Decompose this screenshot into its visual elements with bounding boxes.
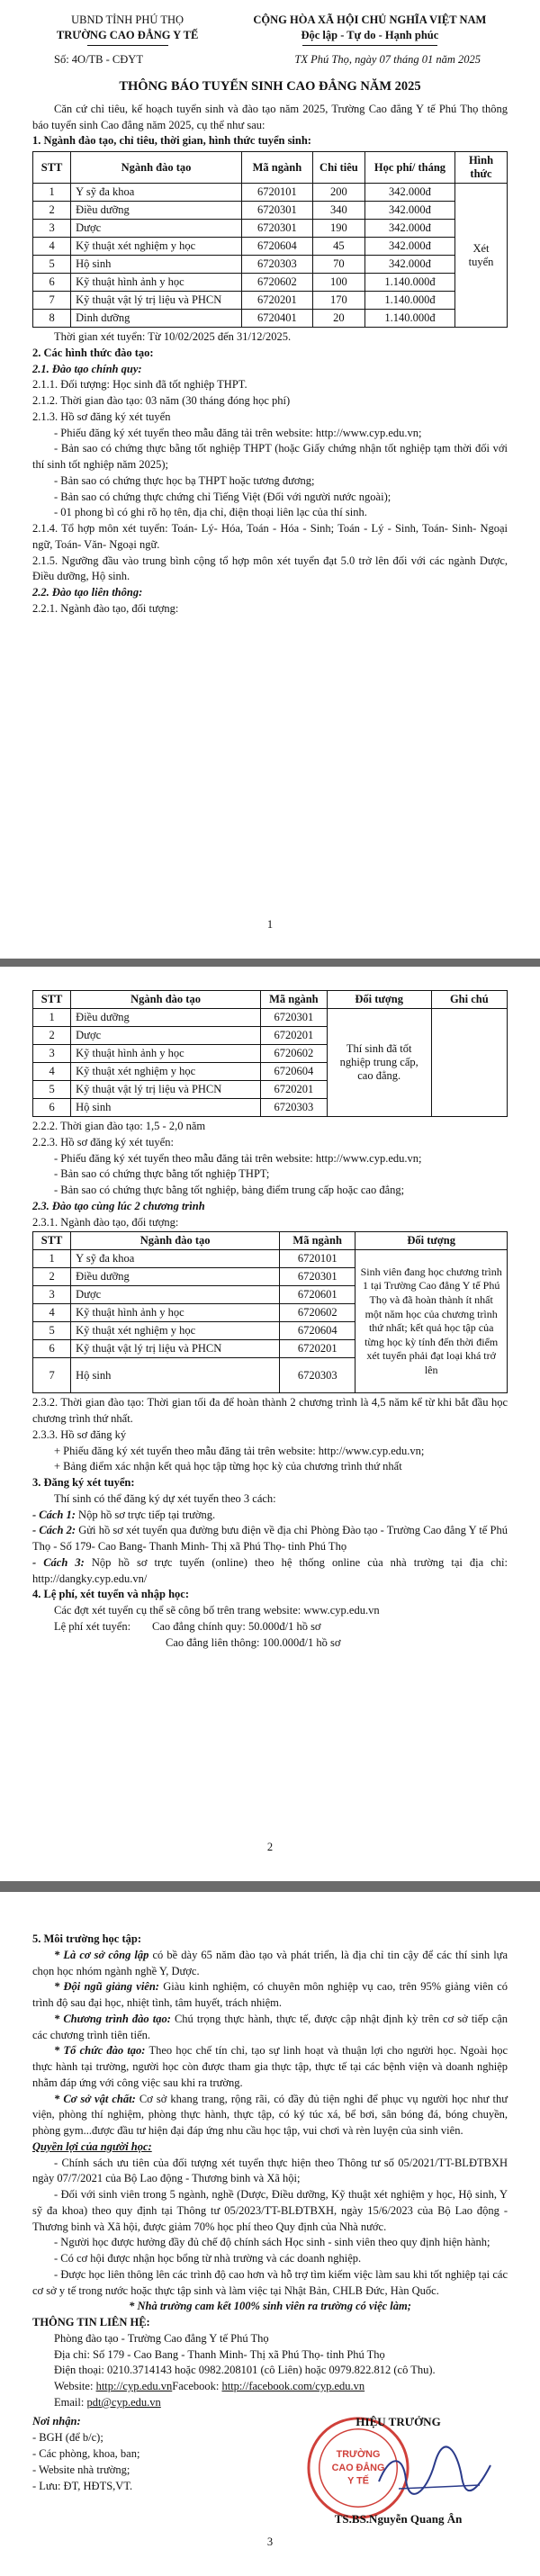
row-stt: 6: [33, 1099, 71, 1117]
method-1-label: - Cách 1:: [32, 1508, 76, 1521]
facebook-label: Facebook:: [172, 2380, 222, 2392]
section-2-2-2: 2.2.2. Thời gian đào tạo: 1,5 - 2,0 năm: [32, 1120, 206, 1132]
seal-text: TRƯỜNG: [336, 2448, 381, 2460]
row-program: Kỹ thuật vật lý trị liệu và PHCN: [71, 292, 242, 310]
row-program: Hộ sinh: [71, 1358, 280, 1393]
contact-web: [32, 2379, 508, 2395]
row-quota: 45: [312, 238, 364, 256]
env-item-text: Giàu kinh nghiệm, có chuyên môn nghiệp vụ cao, trên 95% giảng viên có trình độ sau đại học, nhiệt tình, tâm huyết, trách nhiệm.: [32, 1980, 508, 2009]
row-code: 6720301: [241, 220, 312, 238]
table-row: [33, 292, 508, 310]
row-code: 6720602: [260, 1045, 327, 1063]
env-item-text: Theo học chế tín chỉ, tạo sự linh hoạt và thuận lợi cho người học. Ngoài học thực hành tại trường, người học còn được tham gia thực tập, thực tế tại các bệnh viện và doanh nghiệp nhằm đáp ứng với công việc sau khi ra trường.: [32, 2044, 508, 2089]
row-stt: 2: [33, 1027, 71, 1045]
programs-table: [32, 151, 508, 328]
table-row: [33, 238, 508, 256]
intro-paragraph: Căn cứ chỉ tiêu, kế hoạch tuyển sinh và đào tạo năm 2025, Trường Cao đẳng Y tế Phú Thọ thông báo tuyển sinh Cao đẳng năm 2025, cụ thể như sau:: [32, 102, 508, 131]
row-stt: 2: [33, 202, 71, 220]
row-stt: 4: [33, 238, 71, 256]
row-program: Kỹ thuật hình ảnh y học: [71, 1304, 280, 1322]
method-1-text: Nộp hồ sơ trực tiếp tại trường.: [75, 1508, 216, 1521]
issuer-authority: UBND TỈNH PHÚ THỌ: [71, 14, 184, 26]
employment-commitment: * Nhà trường cam kết 100% sinh viên ra trường có việc làm;: [129, 2300, 411, 2313]
rights-item: - Chính sách ưu tiên của đối tượng xét tuyển thực hiện theo Thông tư số 05/2021/TT-BLĐTBXH ngày 07/7/2021 của Bộ Lao động - Thương binh và Xã hội;: [32, 2156, 508, 2185]
row-code: 6720201: [260, 1027, 327, 1045]
row-code: 6720101: [241, 184, 312, 202]
row-program: Kỹ thuật vật lý trị liệu và PHCN: [71, 1340, 280, 1358]
dossier-item: - Bản sao có chứng thực bằng tốt nghiệp THPT (hoặc Giấy chứng nhận tốt nghiệp tạm thời đối với thí sinh tốt nghiệp năm 2025);: [32, 442, 508, 471]
admission-period: Thời gian xét tuyển: Từ 10/02/2025 đến 31/12/2025.: [54, 330, 292, 343]
row-code: 6720303: [241, 256, 312, 274]
row-quota: 340: [312, 202, 364, 220]
env-item-text: Cơ sở khang trang, rộng rãi, có đầy đủ tiện nghi để phục vụ người học như thư viện, phòng thí nghiệm, phòng thực hành, thực tập, có ký túc xá, bể bơi, sân bóng đá, bóng chuyền, phòng gym...được đầu tư hiện đại đáp ứng nhu cầu học tập, vui chơi và rèn luyện của sinh viên.: [32, 2092, 508, 2137]
row-stt: 7: [33, 1358, 71, 1393]
contact-heading: THÔNG TIN LIÊN HỆ:: [32, 2316, 150, 2328]
email-link[interactable]: pdt@cyp.edu.vn: [86, 2395, 161, 2409]
issuer-school: TRƯỜNG CAO ĐẲNG Y TẾ: [56, 28, 199, 41]
row-stt: 5: [33, 1322, 71, 1340]
col-stt: STT: [33, 152, 71, 184]
method-3-text: Nộp hồ sơ trực tuyến (online) theo hệ thống online của nhà trường tại địa chỉ: http://dangky.cyp.edu.vn/: [32, 1555, 508, 1585]
row-program: Dược: [71, 220, 242, 238]
handwritten-signature-icon: [372, 2445, 498, 2499]
row-stt: 7: [33, 292, 71, 310]
national-motto-block: [232, 13, 508, 46]
col-code: Mã ngành: [241, 152, 312, 184]
row-quota: 100: [312, 274, 364, 292]
row-stt: 4: [33, 1063, 71, 1081]
row-code: 6720602: [241, 274, 312, 292]
row-code: 6720201: [280, 1340, 356, 1358]
table-row: [33, 184, 508, 202]
env-item-label: * Đội ngũ giảng viên:: [54, 1980, 159, 1994]
document-title: THÔNG BÁO TUYỂN SINH CAO ĐẲNG NĂM 2025: [119, 78, 421, 94]
contact-office: Phòng đào tạo - Trường Cao đẳng Y tế Phú Thọ: [54, 2331, 269, 2345]
fee-line-1: [32, 1619, 508, 1635]
row-fee: 1.140.000đ: [364, 274, 454, 292]
row-stt: 2: [33, 1268, 71, 1286]
env-item-label: * Là cơ sở công lập: [54, 1948, 149, 1961]
row-program: Kỹ thuật vật lý trị liệu và PHCN: [71, 1081, 261, 1099]
row-stt: 3: [33, 220, 71, 238]
recipients-heading: Nơi nhận:: [32, 2414, 81, 2427]
recipient-item: - Website nhà trường;: [32, 2463, 130, 2476]
recipient-item: - Lưu: ĐT, HĐTS,VT.: [32, 2480, 133, 2492]
row-code: 6720601: [280, 1286, 356, 1304]
fee-label: Lệ phí xét tuyển:: [54, 1619, 131, 1633]
section-2-heading: 2. Các hình thức đào tạo:: [32, 346, 154, 359]
rights-item: - Người học được hưởng đầy đủ chế độ chính sách Học sinh - sinh viên theo quy định hiện hành;: [54, 2236, 490, 2249]
signatory-title: HIỆU TRƯỞNG: [356, 2414, 441, 2428]
row-program: Hộ sinh: [71, 256, 242, 274]
recipient-item: - BGH (để b/c);: [32, 2430, 104, 2444]
row-program: Điều dưỡng: [71, 1268, 280, 1286]
section-2-3-1: 2.3.1. Ngành đào tạo, đối tượng:: [32, 1215, 179, 1229]
row-program: Kỹ thuật xét nghiệm y học: [71, 1322, 280, 1340]
dossier-item: - Bản sao có chứng thực bằng tốt nghiệp THPT;: [54, 1167, 270, 1181]
place-date: TX Phú Thọ, ngày 07 tháng 01 năm 2025: [294, 52, 481, 66]
row-code: 6720301: [260, 1009, 327, 1027]
page-2: [0, 967, 540, 1881]
row-code: 6720301: [241, 202, 312, 220]
rights-item: - Đối với sinh viên trong 5 ngành, nghề (Dược, Điều dưỡng, Kỹ thuật xét nghiệm y học, Hộ sinh, Y sỹ đa khoa) theo quy định tại Thông tư 05/2023/TT-BLĐTBXH, ngày 15/6/2023 của Bộ Lao động - Thương binh và Xã hội, được giảm 70% học phí theo Quy định của Nhà nước.: [32, 2188, 508, 2233]
row-code: 6720101: [280, 1250, 356, 1268]
signatory-name: TS.BS.Nguyễn Quang Ân: [334, 2511, 463, 2526]
env-item-text: Chú trọng thực hành, thực tế, được cập nhật định kỳ trên cơ sở tiếp cận các chương trình tiên tiến.: [32, 2012, 508, 2041]
dossier-item: - Bản sao có chứng thực bằng tốt nghiệp, bảng điểm trung cấp hoặc cao đẳng;: [54, 1184, 405, 1196]
table-row: [33, 256, 508, 274]
dossier-item: - Phiếu đăng ký xét tuyển theo mẫu đăng tải trên website: http://www.cyp.edu.vn;: [54, 426, 422, 439]
method-3: [32, 1555, 508, 1588]
signature-block: [32, 2413, 508, 2526]
section-2-2-3: 2.2.3. Hồ sơ đăng ký xét tuyển:: [32, 1135, 174, 1148]
col-stt: STT: [33, 991, 71, 1009]
section-2-1-5: 2.1.5. Ngưỡng đầu vào trung bình cộng tổ hợp môn xét tuyển đạt 5.0 trở lên đối với các ngành Dược, Điều dưỡng, Hộ sinh.: [32, 554, 508, 583]
section-2-2-1: 2.2.1. Ngành đào tạo, đối tượng:: [32, 601, 179, 615]
document-header: [32, 13, 508, 46]
section-2-3-3: 2.3.3. Hồ sơ đăng ký: [32, 1428, 127, 1441]
section-2-2-heading: 2.2. Đào tạo liên thông:: [32, 586, 143, 599]
env-item-label: * Chương trình đào tạo:: [54, 2012, 171, 2025]
section-1-heading: 1. Ngành đào tạo, chỉ tiêu, thời gian, hình thức tuyển sinh:: [32, 134, 311, 148]
motto-underline: [302, 45, 437, 46]
col-form: Hình thức: [455, 152, 508, 184]
row-program: Điều dưỡng: [71, 202, 242, 220]
col-note: Ghi chú: [431, 991, 507, 1009]
section-3-intro: Thí sinh có thể đăng ký dự xét tuyển theo 3 cách:: [54, 1491, 276, 1505]
contact-address: Địa chỉ: Số 179 - Cao Bang - Thanh Minh- Thị xã Phú Thọ- tỉnh Phú Thọ: [54, 2347, 385, 2361]
facebook-link[interactable]: http://facebook.com/cyp.edu.vn: [221, 2380, 365, 2392]
table-row: [33, 220, 508, 238]
section-3-heading: 3. Đăng ký xét tuyển:: [32, 1476, 135, 1489]
row-code: 6720401: [241, 310, 312, 328]
section-2-1-heading: 2.1. Đào tạo chính quy:: [32, 362, 142, 375]
row-quota: 200: [312, 184, 364, 202]
section-2-1-3: 2.1.3. Hồ sơ đăng ký xét tuyển: [32, 410, 171, 423]
row-code: 6720303: [280, 1358, 356, 1393]
row-program: Kỹ thuật xét nghiệm y học: [71, 238, 242, 256]
env-item-organization: [32, 2043, 508, 2091]
env-item-public: [32, 1948, 508, 1980]
row-code: 6720201: [241, 292, 312, 310]
col-code: Mã ngành: [280, 1232, 356, 1250]
row-fee: 342.000đ: [364, 202, 454, 220]
method-2-text: Gửi hồ sơ xét tuyển qua đường bưu điện về địa chỉ Phòng Đào tạo - Trường Cao đẳng Y tế Phú Thọ - Số 179- Cao Bang- Thanh Minh- Thị xã Phú Thọ- tỉnh Phú Thọ: [32, 1524, 508, 1553]
table-row: [33, 274, 508, 292]
col-stt: STT: [33, 1232, 71, 1250]
env-item-text: có bề dày 65 năm đào tạo và phát triển, là địa chỉ tin cậy để các thí sinh lựa chọn học nhóm ngành nghề Y, Dược.: [32, 1948, 508, 1977]
issuer-underline: [87, 45, 168, 46]
target-cell: Thí sinh đã tốt nghiệp trung cấp, cao đẳng.: [327, 1009, 431, 1117]
fee-regular: Cao đẳng chính quy: 50.000đ/1 hồ sơ: [152, 1619, 321, 1633]
dossier-item: + Phiếu đăng ký xét tuyển theo mẫu đăng tải trên website: http://www.cyp.edu.vn;: [54, 1444, 425, 1457]
rights-item: - Có cơ hội được nhận học bổng từ nhà trường và các doanh nghiệp.: [54, 2252, 362, 2265]
note-cell: [431, 1009, 507, 1117]
row-program: Hộ sinh: [71, 1099, 261, 1117]
table-header-row: [33, 152, 508, 184]
row-quota: 170: [312, 292, 364, 310]
row-fee: 342.000đ: [364, 238, 454, 256]
row-code: 6720604: [280, 1322, 356, 1340]
row-code: 6720604: [241, 238, 312, 256]
email-label: Email:: [54, 2395, 87, 2409]
row-fee: 342.000đ: [364, 220, 454, 238]
env-item-faculty: [32, 1979, 508, 2012]
section-2-3-heading: 2.3. Đào tạo cùng lúc 2 chương trình: [32, 1199, 205, 1212]
env-item-label: * Cơ sở vật chất:: [54, 2092, 136, 2105]
col-target: Đối tượng: [356, 1232, 508, 1250]
fee-bridging: Cao đẳng liên thông: 100.000đ/1 hồ sơ: [166, 1635, 341, 1649]
dossier-item: - Phiếu đăng ký xét tuyển theo mẫu đăng tải trên website: http://www.cyp.edu.vn;: [54, 1151, 422, 1165]
row-stt: 3: [33, 1286, 71, 1304]
document-number: Số: 4O/TB - CĐYT: [54, 52, 143, 66]
page-number: 2: [266, 1841, 274, 1853]
row-program: Kỹ thuật xét nghiệm y học: [71, 1063, 261, 1081]
col-target: Đối tượng: [327, 991, 431, 1009]
page-1: [0, 0, 540, 959]
col-quota: Chỉ tiêu: [312, 152, 364, 184]
section-2-1-2: 2.1.2. Thời gian đào tạo: 03 năm (30 tháng đóng học phí): [32, 394, 291, 407]
row-program: Kỹ thuật hình ảnh y học: [71, 1045, 261, 1063]
row-code: 6720201: [260, 1081, 327, 1099]
row-stt: 6: [33, 274, 71, 292]
table-header-row: [33, 991, 508, 1009]
table-row: [33, 202, 508, 220]
row-code: 6720301: [280, 1268, 356, 1286]
row-stt: 1: [33, 1250, 71, 1268]
col-code: Mã ngành: [260, 991, 327, 1009]
row-stt: 5: [33, 1081, 71, 1099]
table-row: [33, 1009, 508, 1027]
dual-program-table: [32, 1231, 508, 1393]
row-code: 6720602: [280, 1304, 356, 1322]
recipient-item: - Các phòng, khoa, ban;: [32, 2446, 140, 2460]
target-cell: Sinh viên đang học chương trình 1 tại Trường Cao đẳng Y tế Phú Thọ và đã hoàn thành ít nhất một năm học của chương trình thứ nhất; kết quả học tập của từng học kỳ tính đến thời điểm xét tuyển phải đạt loại khá trở lên: [356, 1250, 508, 1393]
table-row: [33, 1250, 508, 1268]
section-2-1-1: 2.1.1. Đối tượng: Học sinh đã tốt nghiệp THPT.: [32, 378, 248, 392]
seal-text: Y TẾ: [347, 2475, 370, 2487]
country-name: CỘNG HÒA XÃ HỘI CHỦ NGHĨA VIỆT NAM: [253, 14, 487, 26]
row-program: Điều dưỡng: [71, 1009, 261, 1027]
col-fee: Học phí/ tháng: [364, 152, 454, 184]
env-item-facilities: [32, 2092, 508, 2139]
col-program: Ngành đào tạo: [71, 152, 242, 184]
row-fee: 342.000đ: [364, 256, 454, 274]
row-fee: 1.140.000đ: [364, 310, 454, 328]
row-quota: 70: [312, 256, 364, 274]
dossier-item: - Bản sao có chứng thực học bạ THPT hoặc tương đương;: [54, 473, 315, 487]
col-program: Ngành đào tạo: [71, 991, 261, 1009]
row-fee: 1.140.000đ: [364, 292, 454, 310]
row-program: Dinh dưỡng: [71, 310, 242, 328]
row-stt: 6: [33, 1340, 71, 1358]
row-program: Dược: [71, 1027, 261, 1045]
table-row: [33, 310, 508, 328]
dossier-item: - 01 phong bì có ghi rõ họ tên, địa chỉ, điện thoại liên lạc của thí sinh.: [54, 506, 367, 519]
row-stt: 4: [33, 1304, 71, 1322]
row-quota: 190: [312, 220, 364, 238]
page-number: 1: [266, 918, 274, 931]
dossier-item: + Bảng điểm xác nhận kết quả học tập từng học kỳ của chương trình thứ nhất: [54, 1460, 402, 1473]
website-label: Website:: [54, 2380, 96, 2392]
signatory: [289, 2413, 508, 2526]
method-2-label: - Cách 2:: [32, 1524, 76, 1537]
section-2-1-4: 2.1.4. Tổ hợp môn xét tuyển: Toán- Lý- Hóa, Toán - Hóa - Sinh; Toán - Lý - Sinh, Toán- Sinh- Ngoại ngữ, Toán- Văn- Ngoại ngữ.: [32, 522, 508, 551]
method-3-label: - Cách 3:: [32, 1555, 85, 1569]
method-2: [32, 1523, 508, 1555]
website-link[interactable]: http://cyp.edu.vn: [95, 2380, 173, 2392]
env-item-curriculum: [32, 2012, 508, 2044]
dossier-item: - Bản sao có chứng thực chứng chỉ Tiếng Việt (Đối với người nước ngoài);: [54, 490, 392, 503]
contact-phone: Điện thoại: 0210.3714143 hoặc 0982.208101 (cô Liên) hoặc 0979.822.812 (cô Thu).: [54, 2364, 436, 2377]
admission-form-cell: Xét tuyển: [455, 184, 508, 328]
row-code: 6720604: [260, 1063, 327, 1081]
row-program: Y sỹ đa khoa: [71, 1250, 280, 1268]
recipients-list: [32, 2413, 270, 2526]
row-quota: 20: [312, 310, 364, 328]
rights-item: - Được học liên thông lên các trình độ cao hơn và hỗ trợ tìm kiếm việc làm sau khi tốt nghiệp tại các cơ sở y tế trong nước hoặc thực tập sinh và làm việc tại Nhật Bản, CHLB Đức, Hàn Quốc.: [32, 2267, 508, 2297]
section-4-heading: 4. Lệ phí, xét tuyển và nhập học:: [32, 1588, 189, 1601]
contact-email: [32, 2395, 508, 2411]
row-program: Kỹ thuật hình ảnh y học: [71, 274, 242, 292]
row-stt: 1: [33, 1009, 71, 1027]
rights-heading: Quyền lợi của người học:: [32, 2139, 152, 2153]
row-stt: 1: [33, 184, 71, 202]
row-stt: 5: [33, 256, 71, 274]
col-program: Ngành đào tạo: [71, 1232, 280, 1250]
page-number: 3: [266, 2535, 274, 2548]
row-program: Y sỹ đa khoa: [71, 184, 242, 202]
row-stt: 3: [33, 1045, 71, 1063]
national-motto: Độc lập - Tự do - Hạnh phúc: [301, 28, 439, 41]
method-1: [32, 1508, 508, 1524]
env-item-label: * Tổ chức đào tạo:: [54, 2044, 146, 2058]
table-header-row: [33, 1232, 508, 1250]
row-code: 6720303: [260, 1099, 327, 1117]
document-meta: [32, 53, 508, 67]
seal-text: CAO ĐẲNG: [331, 2462, 385, 2473]
page-3: [0, 1892, 540, 2576]
row-fee: 342.000đ: [364, 184, 454, 202]
section-4-schedule: Các đợt xét tuyển cụ thể sẽ công bố trên trang website: www.cyp.edu.vn: [54, 1604, 380, 1617]
bridging-programs-table: [32, 990, 508, 1117]
section-5-heading: 5. Môi trường học tập:: [32, 1932, 142, 1945]
section-2-3-2: 2.3.2. Thời gian đào tạo: Thời gian tối đa để hoàn thành 2 chương trình là 4,5 năm kể từ khi bắt đầu học chương trình thứ nhất.: [32, 1396, 508, 1425]
row-program: Dược: [71, 1286, 280, 1304]
row-stt: 8: [33, 310, 71, 328]
issuer-block: [32, 13, 222, 46]
